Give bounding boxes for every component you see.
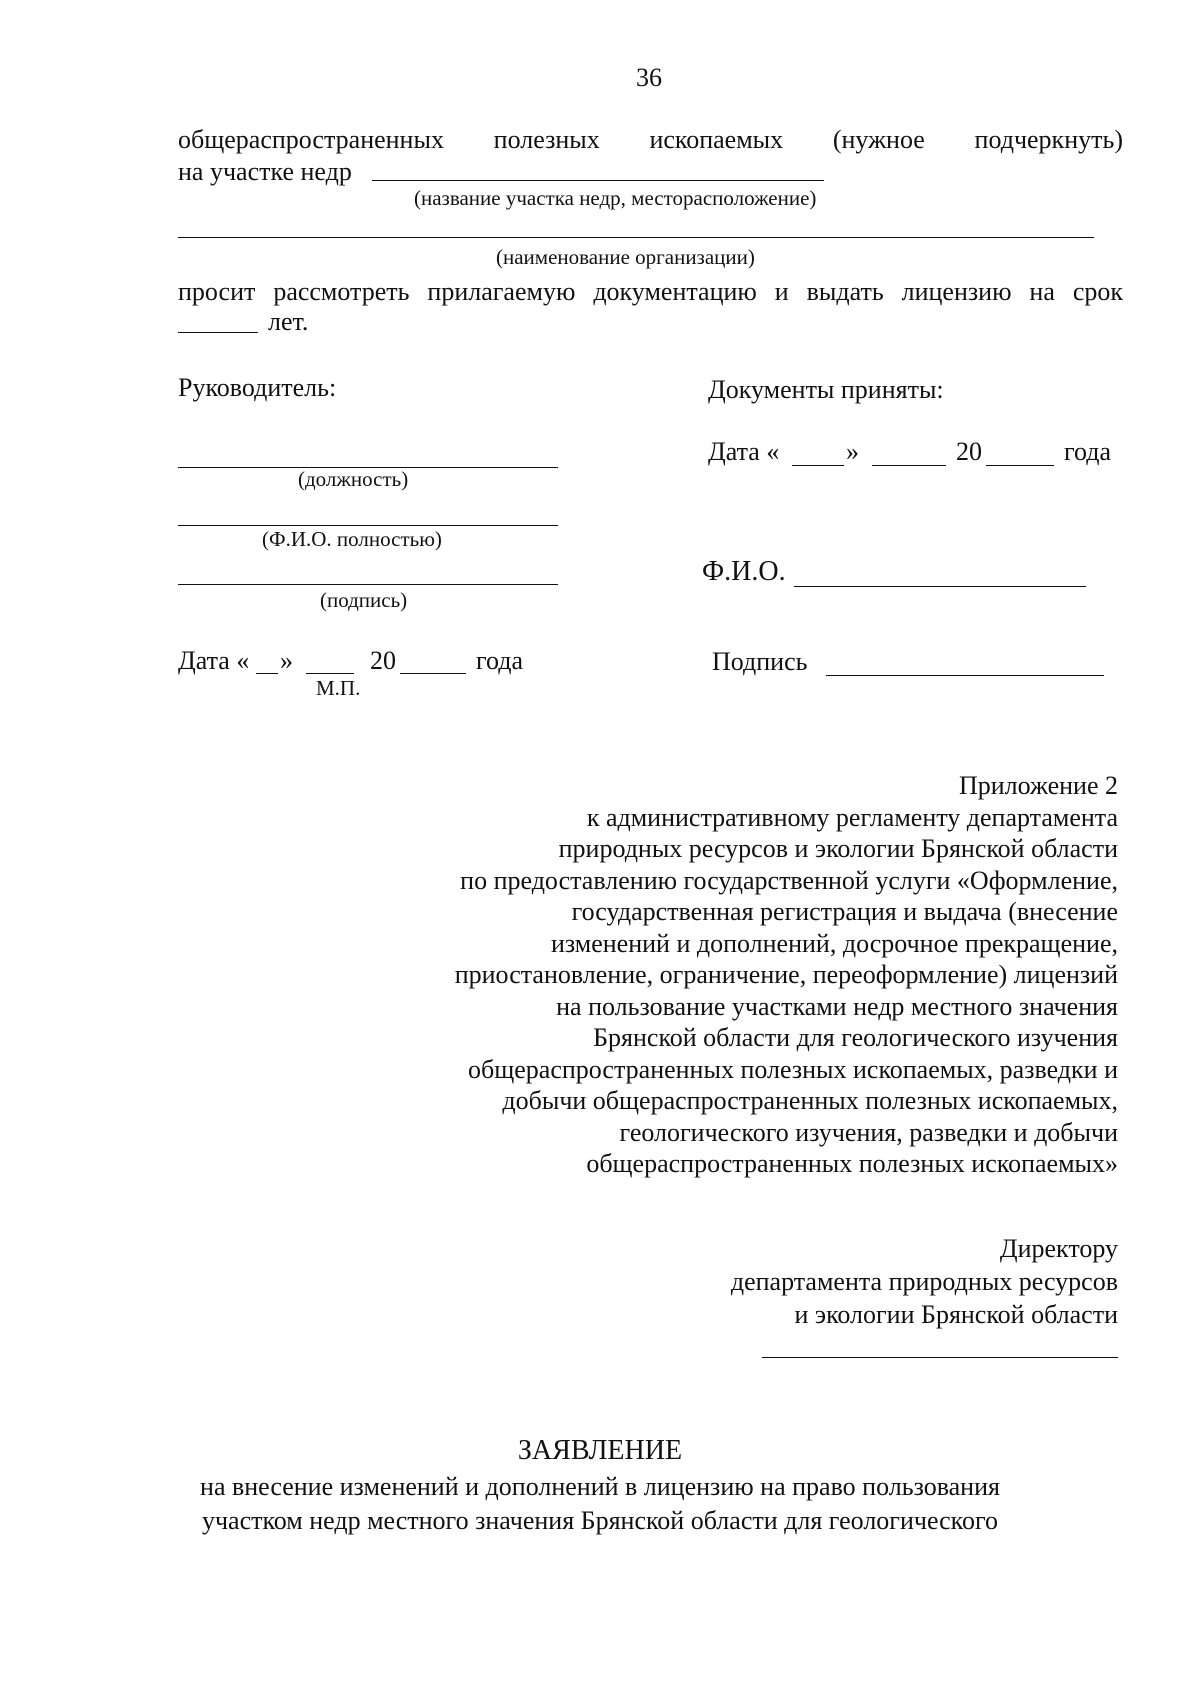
intro-word: (нужное	[832, 125, 925, 154]
addressee-line: и экологии Брянской области	[794, 1300, 1118, 1329]
addressee-name-field[interactable]	[762, 1357, 1118, 1358]
appendix-line: природных ресурсов и экологии Брянской области	[558, 834, 1118, 863]
appendix-line: на пользование участками недр местного значения	[556, 991, 1118, 1021]
appendix-line: Брянской области для геологического изучения	[593, 1023, 1118, 1052]
subsoil-site-caption: (название участка недр, месторасположение)	[414, 186, 817, 210]
head-signatory-title: Руководитель:	[178, 373, 337, 402]
left-date-suffix: года	[476, 646, 524, 675]
intro-word: полезных	[493, 125, 600, 154]
right-date-year-field[interactable]	[986, 465, 1054, 466]
left-date-day-field[interactable]	[256, 673, 278, 674]
right-date-year-prefix: 20	[956, 437, 982, 466]
receiver-fio-field[interactable]	[794, 586, 1086, 587]
intro-word: ископаемых	[649, 125, 784, 154]
left-date-year-prefix: 20	[370, 646, 396, 675]
intro-word: подчеркнуть)	[974, 125, 1123, 154]
intro-row	[178, 124, 1123, 155]
right-date-month-field[interactable]	[872, 465, 946, 466]
left-date-year-field[interactable]	[400, 673, 466, 674]
right-date-day-field[interactable]	[792, 465, 844, 466]
appendix-line: по предоставлению государственной услуги «Оформление,	[460, 865, 1118, 895]
receiver-signature-field[interactable]	[826, 675, 1104, 676]
appendix-line: государственная регистрация и выдача (внесение	[571, 897, 1118, 926]
subsoil-site-field[interactable]	[372, 180, 824, 181]
intro-word: общераспространенных	[178, 125, 444, 154]
addressee-block	[731, 1232, 1118, 1331]
appendix-line: к административному регламенту департамента	[586, 802, 1118, 832]
fullname-field[interactable]	[178, 525, 558, 526]
years-label: лет.	[268, 307, 309, 336]
statement-line: участком недр местного значения Брянской области для геологического	[201, 1506, 999, 1535]
appendix-line: геологического изучения, разведки и добычи	[619, 1117, 1118, 1147]
addressee-line: Директору	[999, 1234, 1118, 1263]
fullname-caption: (Ф.И.О. полностью)	[262, 527, 442, 551]
left-date-quote: »	[280, 646, 293, 675]
statement-body	[0, 1470, 1200, 1538]
statement-title: ЗАЯВЛЕНИЕ	[517, 1435, 683, 1466]
appendix-block	[455, 770, 1118, 1180]
statement-line: на внесение изменений и дополнений в лицензию на право пользования	[200, 1472, 1000, 1501]
left-date-label: Дата «	[178, 646, 250, 675]
appendix-line: добычи общераспространенных полезных ископаемых,	[502, 1086, 1118, 1115]
right-date-label: Дата «	[708, 437, 780, 466]
signature-caption: (подпись)	[320, 588, 408, 612]
subsoil-site-label: на участке недр	[178, 157, 352, 186]
receiver-fio-label: Ф.И.О.	[702, 556, 786, 587]
documents-accepted-title: Документы приняты:	[708, 375, 944, 404]
page-number: 36	[636, 63, 662, 92]
right-date-quote: »	[846, 437, 859, 466]
receiver-signature-label: Подпись	[712, 647, 808, 676]
left-date-month-field[interactable]	[306, 673, 354, 674]
appendix-line: общераспространенных полезных ископаемых, разведки и	[468, 1054, 1118, 1084]
request-text: просит рассмотреть прилагаемую документацию и выдать лицензию на срок	[178, 277, 1123, 306]
appendix-line: изменений и дополнений, досрочное прекращение,	[550, 928, 1118, 958]
organization-field[interactable]	[178, 237, 1094, 238]
addressee-line: департамента природных ресурсов	[730, 1267, 1118, 1296]
stamp-label: М.П.	[316, 676, 361, 700]
appendix-line: общераспространенных полезных ископаемых»	[586, 1149, 1118, 1178]
right-date-suffix: года	[1064, 437, 1112, 466]
position-caption: (должность)	[298, 467, 409, 491]
appendix-line: Приложение 2	[958, 771, 1118, 800]
organization-caption: (наименование организации)	[496, 245, 755, 269]
signature-field[interactable]	[178, 584, 558, 585]
appendix-line: приостановление, ограничение, переоформление) лицензий	[454, 960, 1118, 989]
license-term-field[interactable]	[178, 332, 258, 333]
